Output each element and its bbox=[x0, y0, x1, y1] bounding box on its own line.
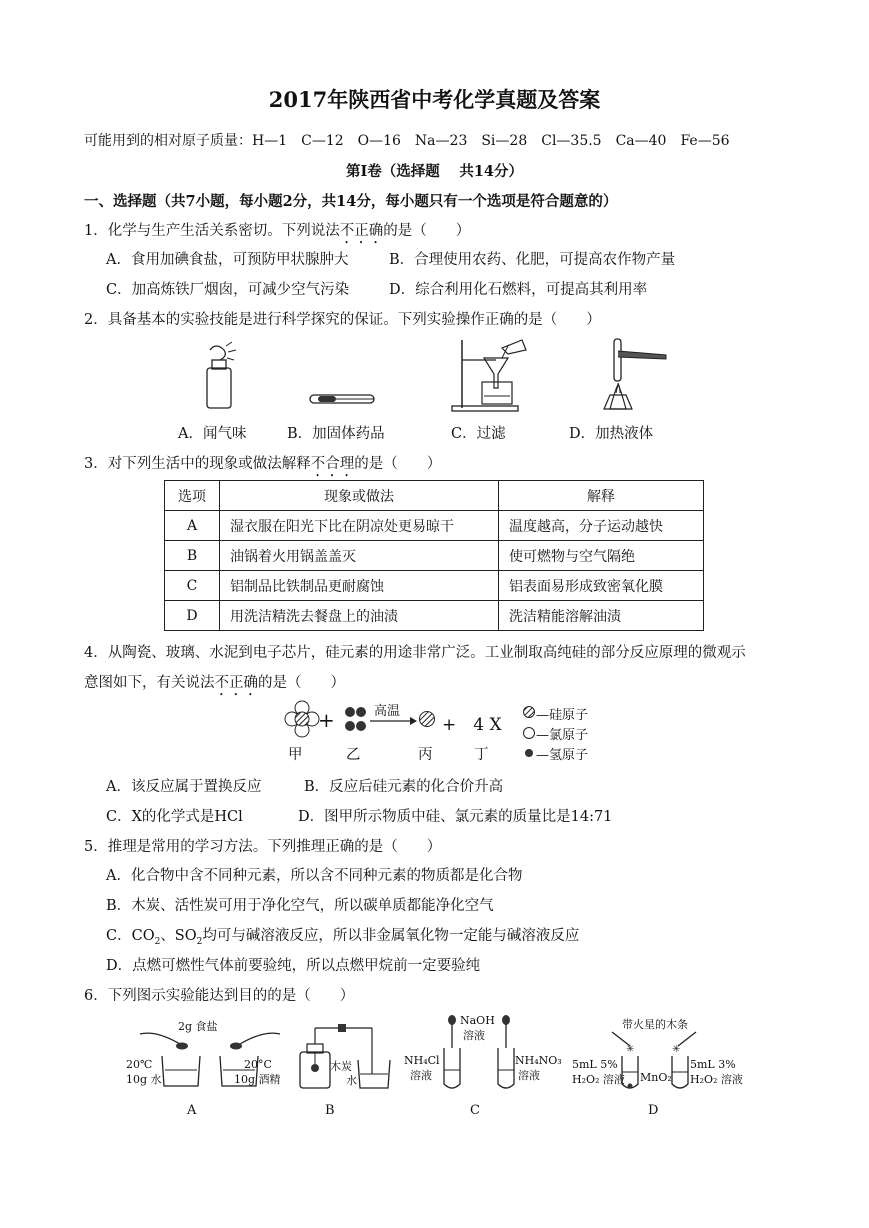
fig-c-left-label: NH₄Cl bbox=[404, 1054, 440, 1067]
fig-b-carbon: 木炭 bbox=[330, 1060, 352, 1073]
q5-c-text: C．CO bbox=[106, 928, 155, 944]
fig-a-left-water: 10g 水 bbox=[126, 1073, 162, 1086]
fig-label-a: A bbox=[187, 1103, 197, 1118]
q4-stem-line1: 4．从陶瓷、玻璃、水泥到电子芯片，硅元素的用途非常广泛。工业制取高纯硅的部分反应原理的微观示 bbox=[84, 645, 746, 661]
fig-a-salt: 2g 食盐 bbox=[178, 1020, 218, 1033]
q4-stem-end: 的是（ ） bbox=[258, 675, 345, 691]
q6-stem: 6．下列图示实验能达到目的的是（ ） bbox=[84, 988, 355, 1004]
table-cell: 温度越高，分子运动越快 bbox=[499, 511, 704, 541]
part1-title: 第Ⅰ卷（选择题 共14分） bbox=[345, 163, 523, 180]
q2-option-b: B．加固体药品 bbox=[287, 426, 385, 442]
table-header-cell: 现象或做法 bbox=[220, 481, 499, 511]
label-bing: 丙 bbox=[418, 747, 433, 763]
table-cell: 洗洁精能溶解油渍 bbox=[499, 601, 704, 631]
q4-option-b: B．反应后硅元素的化合价升高 bbox=[304, 779, 504, 795]
q1-stem-text: 1．化学与生产生活关系密切。下列说法 bbox=[84, 223, 340, 239]
q5-stem: 5．推理是常用的学习方法。下列推理正确的是（ ） bbox=[84, 839, 442, 855]
q5-option-c bbox=[106, 924, 579, 947]
table-cell: D bbox=[165, 601, 220, 631]
reaction-condition: 高温 bbox=[374, 704, 401, 719]
fig-d-mno2: MnO₂ bbox=[640, 1071, 672, 1084]
table-row bbox=[165, 541, 704, 571]
q3-table bbox=[164, 480, 704, 631]
q2-option-d: D．加热液体 bbox=[569, 426, 654, 442]
molecule-bing bbox=[418, 710, 436, 728]
fig-c-naoh: NaOH bbox=[460, 1014, 495, 1027]
table-header-cell: 解释 bbox=[499, 481, 704, 511]
q3-stem bbox=[84, 452, 441, 480]
q5-c-text: 、SO bbox=[160, 928, 197, 944]
atomic-masses: 可能用到的相对原子质量：H—1 C—12 O—16 Na—23 Si—28 Cl—35.5 Ca—40 Fe—56 bbox=[84, 133, 730, 149]
q5-c-text: 均可与碱溶液反应，所以非金属氧化物一定能与碱溶液反应 bbox=[202, 928, 580, 944]
q4-emphasis: 不正确 bbox=[214, 675, 258, 691]
q1-option-d: D．综合利用化石燃料，可提高其利用率 bbox=[389, 282, 648, 298]
fig-d-left-conc: 5mL 5% bbox=[572, 1058, 618, 1071]
page-title: 2017年陕西省中考化学真题及答案 bbox=[268, 87, 601, 112]
fig-d-splint: 带火星的木条 bbox=[622, 1018, 688, 1031]
table-row bbox=[165, 601, 704, 631]
table-cell: 铝表面易形成致密氧化膜 bbox=[499, 571, 704, 601]
q1-option-a: A．食用加碘食盐，可预防甲状腺肿大 bbox=[106, 252, 349, 268]
add-solid-figure bbox=[308, 390, 378, 410]
fig-c-right-solution: 溶液 bbox=[518, 1069, 540, 1082]
fig-label-d: D bbox=[648, 1103, 659, 1118]
reaction-arrow-icon bbox=[370, 716, 418, 726]
table-header-cell: 选项 bbox=[165, 481, 220, 511]
q2-option-a: A．闻气味 bbox=[178, 426, 247, 442]
heat-liquid-figure bbox=[596, 335, 676, 415]
q5-option-a: A．化合物中含不同种元素，所以含不同种元素的物质都是化合物 bbox=[106, 868, 523, 884]
plus-sign: + bbox=[318, 708, 335, 732]
q1-stem-end: 的是（ ） bbox=[383, 223, 471, 239]
table-cell: 湿衣服在阳光下比在阴凉处更易晾干 bbox=[220, 511, 499, 541]
q5-option-d: D．点燃可燃性气体前要验纯，所以点燃甲烷前一定要验纯 bbox=[106, 958, 481, 974]
fig-c-naoh-solution: 溶液 bbox=[463, 1029, 485, 1042]
section1-heading: 一、选择题（共7小题，每小题2分，共14分，每小题只有一个选项是符合题意的） bbox=[84, 193, 618, 210]
table-cell: 油锅着火用锅盖盖灭 bbox=[220, 541, 499, 571]
product-x: + 4 X bbox=[442, 715, 502, 735]
q1-stem bbox=[84, 219, 470, 247]
q1-option-b: B．合理使用农药、化肥，可提高农作物产量 bbox=[389, 252, 676, 268]
filtration-figure bbox=[450, 336, 530, 414]
q4-stem-line2 bbox=[84, 671, 345, 699]
q5-option-b: B．木炭、活性炭可用于净化空气，所以碳单质都能净化空气 bbox=[106, 898, 494, 914]
label-ding: 丁 bbox=[474, 747, 489, 763]
atom-legend-icons bbox=[522, 706, 536, 764]
table-cell: 铝制品比铁制品更耐腐蚀 bbox=[220, 571, 499, 601]
label-yi: 乙 bbox=[346, 747, 361, 763]
fig-a-right-alcohol: 10g 酒精 bbox=[234, 1073, 281, 1086]
fig-a-right-temp: 20°C bbox=[244, 1058, 272, 1071]
fig-label-c: C bbox=[470, 1103, 480, 1118]
table-row bbox=[165, 571, 704, 601]
q3-emphasis: 不合理 bbox=[310, 456, 355, 472]
q4-option-a: A．该反应属于置换反应 bbox=[106, 779, 262, 795]
label-jia: 甲 bbox=[288, 747, 303, 763]
fig-d-right-solution: H₂O₂ 溶液 bbox=[690, 1073, 743, 1086]
table-cell: B bbox=[165, 541, 220, 571]
q4-option-c: C．X的化学式是HCl bbox=[106, 809, 243, 825]
svg-text:✳: ✳ bbox=[672, 1044, 681, 1055]
svg-text:✳: ✳ bbox=[626, 1044, 635, 1055]
table-cell: 用洗洁精洗去餐盘上的油渍 bbox=[220, 601, 499, 631]
legend-si: —硅原子 bbox=[536, 708, 589, 723]
table-header-row bbox=[165, 481, 704, 511]
legend-h: —氢原子 bbox=[536, 748, 589, 763]
q1-emphasis: 不正确 bbox=[339, 223, 384, 239]
smell-gas-figure bbox=[196, 340, 246, 415]
q3-stem-text: 3．对下列生活中的现象或做法解释 bbox=[84, 456, 311, 472]
q2-stem: 2．具备基本的实验技能是进行科学探究的保证。下列实验操作正确的是（ ） bbox=[84, 312, 601, 328]
fig-c-drawing bbox=[440, 1014, 524, 1092]
q1-option-c: C．加高炼铁厂烟囱，可减少空气污染 bbox=[106, 282, 350, 298]
q3-stem-end: 的是（ ） bbox=[354, 456, 442, 472]
table-cell: A bbox=[165, 511, 220, 541]
q2-option-c: C．过滤 bbox=[451, 426, 506, 442]
q4-option-d: D．图甲所示物质中硅、氯元素的质量比是14:71 bbox=[298, 809, 613, 825]
fig-b-water: 水 bbox=[346, 1074, 357, 1087]
q4-stem-text: 意图如下，有关说法 bbox=[84, 675, 215, 691]
fig-a-left-temp: 20℃ bbox=[126, 1058, 153, 1071]
fig-d-left-solution: H₂O₂ 溶液 bbox=[572, 1073, 625, 1086]
fig-label-b: B bbox=[325, 1103, 335, 1118]
table-row bbox=[165, 511, 704, 541]
subscript: 2 bbox=[154, 936, 161, 947]
legend-cl: —氯原子 bbox=[536, 728, 589, 743]
table-cell: 使可燃物与空气隔绝 bbox=[499, 541, 704, 571]
subscript: 2 bbox=[196, 936, 203, 947]
fig-d-right-conc: 5mL 3% bbox=[690, 1058, 736, 1071]
molecule-yi bbox=[344, 706, 370, 734]
table-cell: C bbox=[165, 571, 220, 601]
fig-c-left-solution: 溶液 bbox=[410, 1069, 432, 1082]
fig-c-right-label: NH₄NO₃ bbox=[515, 1054, 562, 1067]
